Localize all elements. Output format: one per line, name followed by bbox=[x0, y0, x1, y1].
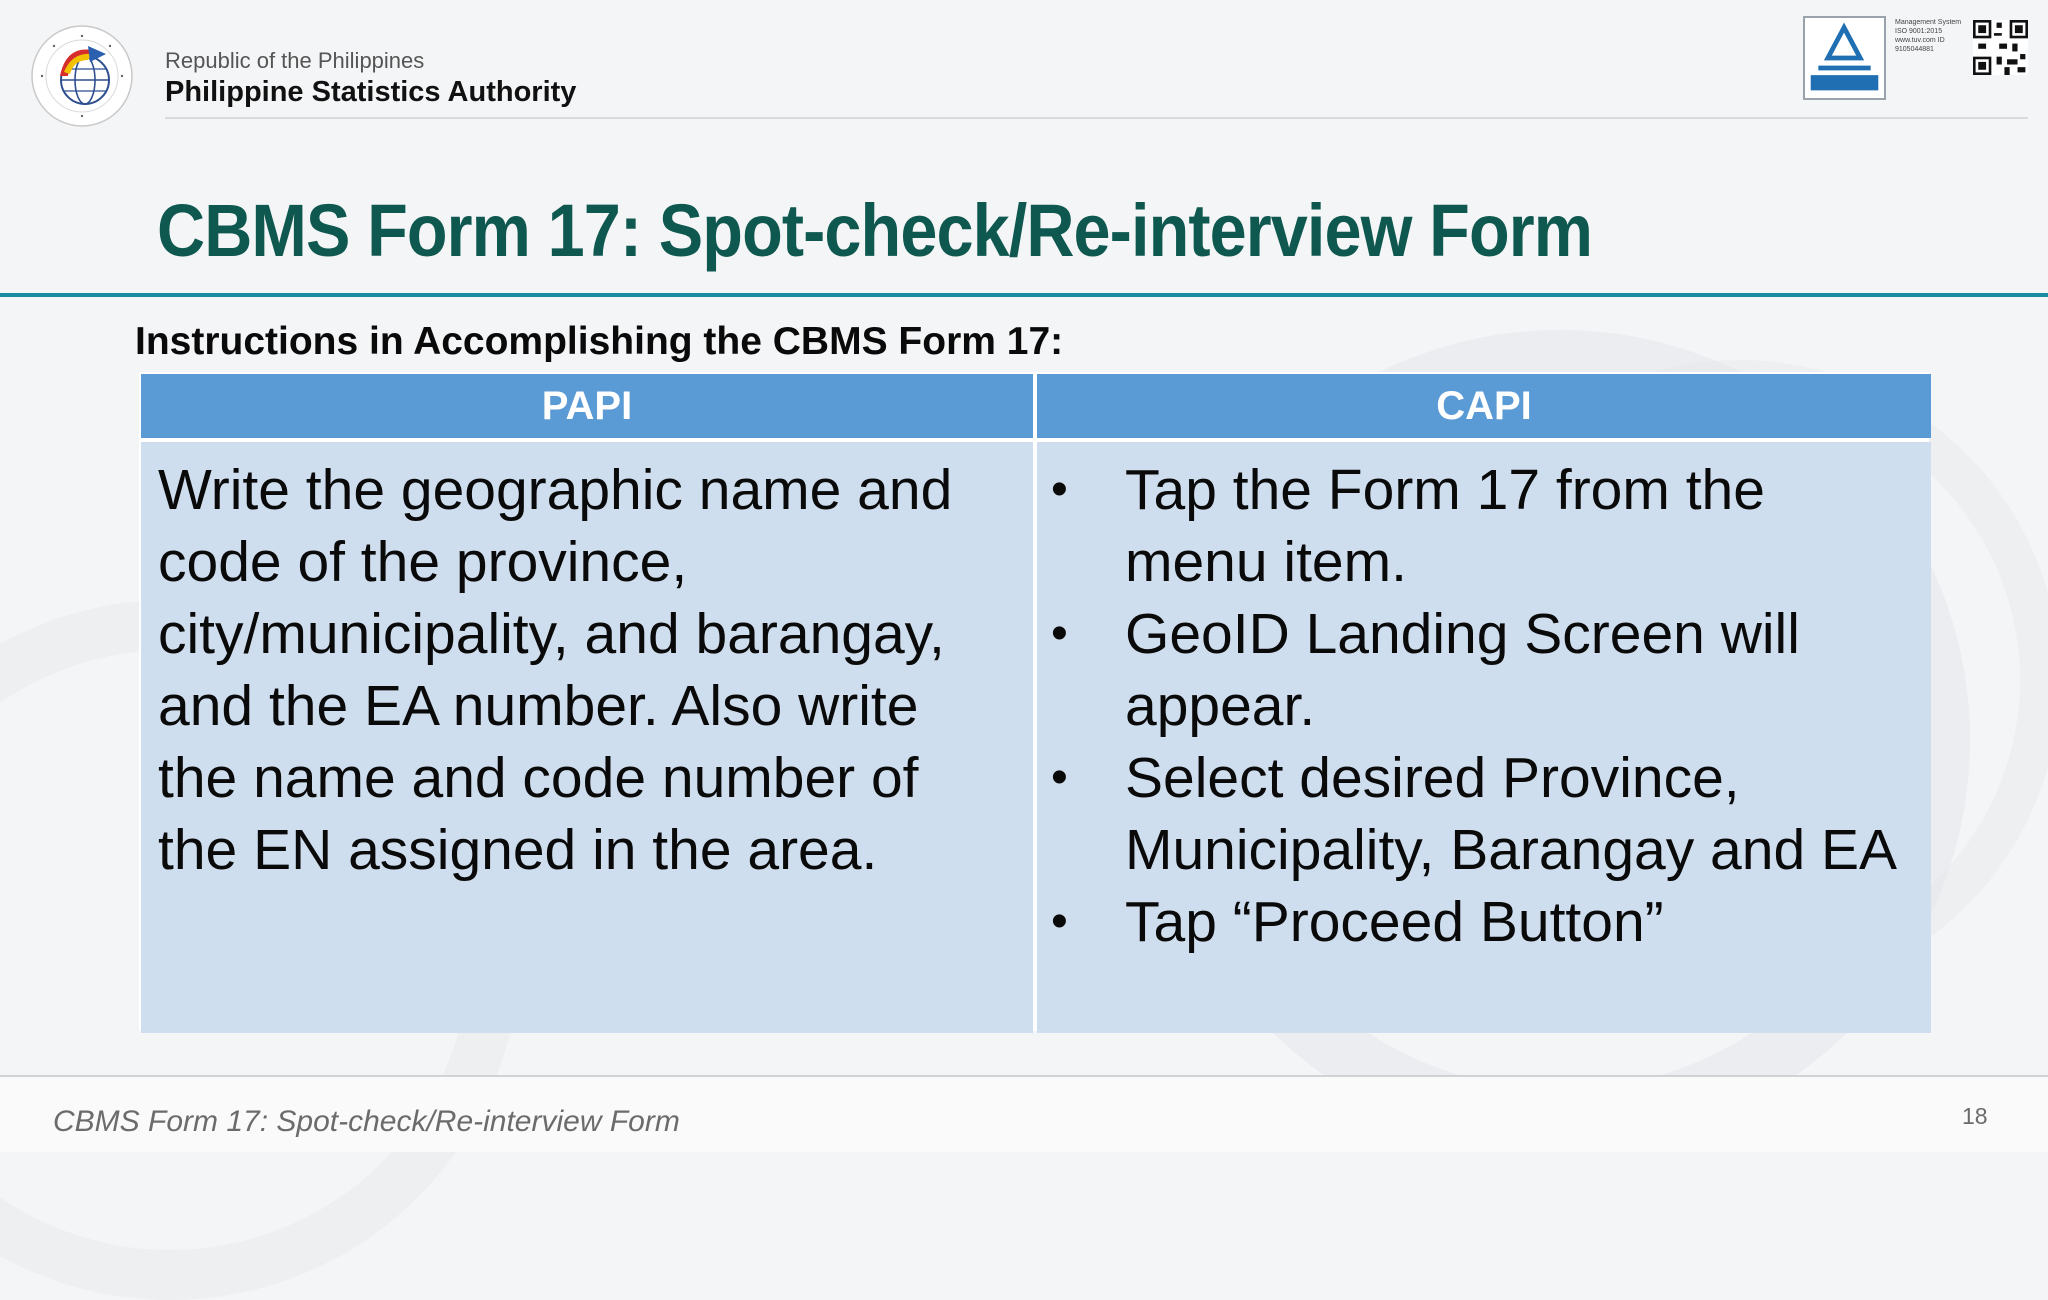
country-label: Republic of the Philippines bbox=[165, 48, 425, 73]
header-divider bbox=[165, 117, 2028, 119]
capi-step-text: Select desired Province, Municipality, Barangay and EA bbox=[1125, 746, 1898, 882]
tuv-certified-badge bbox=[1803, 16, 1886, 100]
slide-title: CBMS Form 17: Spot-check/Re-interview Form bbox=[157, 189, 1593, 272]
list-item bbox=[1047, 742, 1911, 886]
bullet: • bbox=[1051, 607, 1068, 660]
capi-step-text: Tap “Proceed Button” bbox=[1125, 890, 1664, 954]
list-item bbox=[1047, 454, 1911, 598]
capi-step-text: Tap the Form 17 from the menu item. bbox=[1125, 458, 1765, 594]
footer-title: CBMS Form 17: Spot-check/Re-interview Form bbox=[53, 1105, 680, 1138]
instructions-table bbox=[139, 372, 1929, 1031]
capi-steps-list bbox=[1047, 454, 1911, 958]
capi-step-text: GeoID Landing Screen will appear. bbox=[1125, 602, 1800, 738]
agency-name: Philippine Statistics Authority bbox=[165, 76, 577, 108]
list-item bbox=[1047, 598, 1911, 742]
psa-seal-logo bbox=[30, 24, 134, 128]
bullet: • bbox=[1051, 895, 1068, 948]
page-number: 18 bbox=[1962, 1103, 1988, 1129]
instructions-heading: Instructions in Accomplishing the CBMS Form 17: bbox=[135, 320, 1064, 363]
bullet: • bbox=[1051, 463, 1068, 516]
table-header-capi: CAPI bbox=[1037, 374, 1931, 438]
certification-text: Management System ISO 9001:2015 www.tuv.com ID 9105044881 bbox=[1895, 19, 1962, 53]
bullet: • bbox=[1051, 751, 1068, 804]
papi-instructions: Write the geographic name and code of the province, city/municipality, and barangay, and the EA number. Also write the name and code number of the EN assigned in the area. bbox=[141, 442, 1033, 1033]
list-item bbox=[1047, 886, 1911, 958]
title-rule bbox=[0, 293, 2048, 297]
qr-code bbox=[1973, 20, 2028, 75]
capi-instructions bbox=[1037, 442, 1931, 1033]
table-header-papi: PAPI bbox=[141, 374, 1033, 438]
